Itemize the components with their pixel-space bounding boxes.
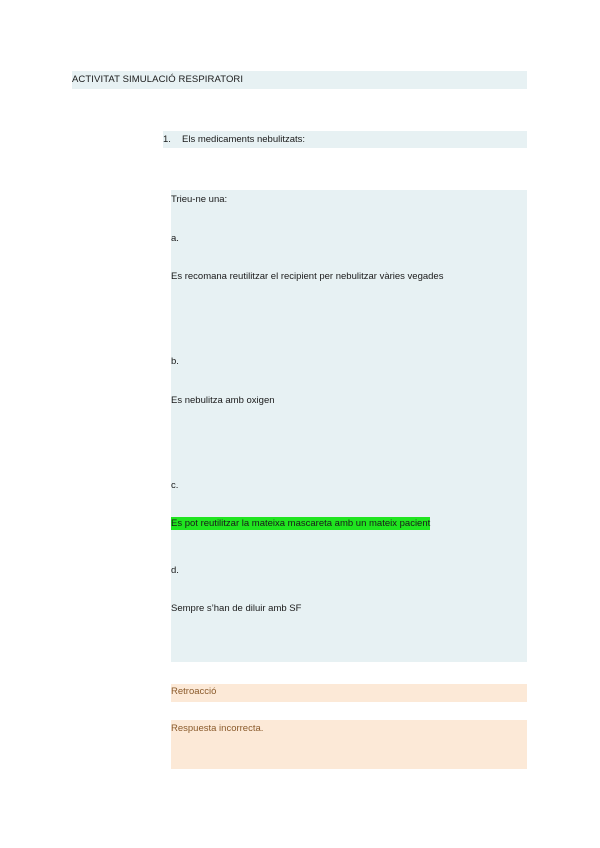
option-d-text[interactable]: Sempre s’han de diluir amb SF — [171, 603, 302, 614]
option-b-letter[interactable]: b. — [171, 356, 179, 367]
option-c-letter[interactable]: c. — [171, 480, 179, 491]
feedback-box — [171, 720, 527, 769]
answer-prompt: Trieu-ne una: — [171, 194, 228, 205]
option-c-text-highlighted[interactable]: Es pot reutilitzar la mateixa mascareta amb un mateix pacient — [171, 518, 431, 529]
option-a-letter[interactable]: a. — [171, 233, 179, 244]
question-number: 1. — [163, 134, 171, 145]
feedback-text: Respuesta incorrecta. — [171, 723, 264, 734]
option-b-text[interactable]: Es nebulitza amb oxigen — [171, 395, 275, 406]
answer-panel — [171, 190, 527, 662]
question-text: Els medicaments nebulitzats: — [182, 134, 306, 145]
document-title: ACTIVITAT SIMULACIÓ RESPIRATORI — [72, 71, 527, 89]
question-row — [163, 131, 527, 148]
option-a-text[interactable]: Es recomana reutilitzar el recipient per nebulitzar vàries vegades — [171, 271, 444, 282]
option-d-letter[interactable]: d. — [171, 565, 179, 576]
feedback-heading: Retroacció — [171, 684, 527, 702]
